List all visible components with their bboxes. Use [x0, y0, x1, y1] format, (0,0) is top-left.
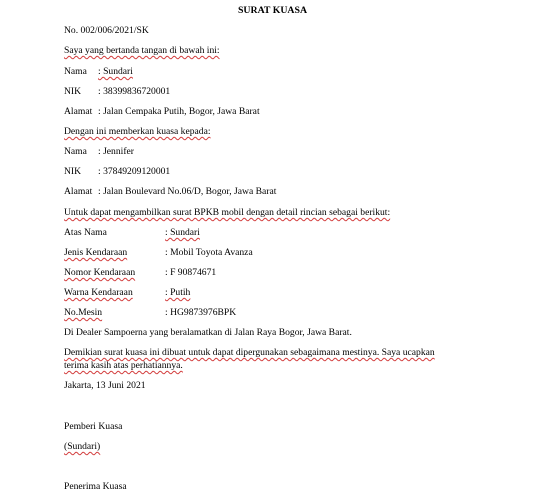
receiver-address-value: : Jalan Boulevard No.06/D, Bogor, Jawa Barat	[98, 186, 277, 197]
receiver-address-row	[64, 186, 276, 198]
giver-name-label: Nama	[64, 66, 87, 77]
vehicle-color-value: : Putih	[165, 287, 191, 298]
vehicle-type-row	[64, 247, 253, 259]
giver-name-row	[64, 66, 133, 78]
signature-giver-name: (Sundari)	[64, 441, 101, 452]
signature-receiver-label: Penerima Kuasa	[64, 481, 127, 492]
vehicle-color-row	[64, 287, 190, 299]
vehicle-engine-row	[64, 307, 236, 319]
document-title: SURAT KUASA	[237, 5, 308, 16]
giver-nik-row	[64, 86, 170, 98]
vehicle-type-label: Jenis Kendaraan	[64, 247, 128, 258]
receiver-nik-row	[64, 166, 170, 178]
purpose-line: Untuk dapat mengambilkan surat BPKB mobil dengan detail rincian sebagai berikut:	[64, 207, 391, 218]
vehicle-color-label: Warna Kendaraan	[64, 287, 133, 298]
giver-nik-label: NIK	[64, 86, 82, 97]
receiver-nik-label: NIK	[64, 166, 82, 177]
receiver-name-row	[64, 146, 134, 158]
vehicle-plate-label: Nomor Kendaraan	[64, 267, 136, 278]
giver-name-value: : Sundari	[98, 66, 133, 77]
vehicle-owner-row	[64, 227, 200, 239]
giver-address-row	[64, 106, 260, 118]
grant-line: Dengan ini memberkan kuasa kepada:	[64, 126, 211, 137]
vehicle-engine-label: No.Mesin	[64, 307, 103, 318]
vehicle-plate-value: : F 90874671	[165, 267, 217, 278]
letter-number: No. 002/006/2021/SK	[64, 25, 149, 36]
vehicle-owner-label: Atas Nama	[64, 227, 107, 238]
closing-line-2: terima kasih atas perhatiannya.	[64, 360, 183, 371]
place-date: Jakarta, 13 Juni 2021	[64, 380, 146, 391]
vehicle-engine-value: : HG9873976BPK	[165, 307, 237, 318]
signature-giver-label: Pemberi Kuasa	[64, 421, 123, 432]
giver-address-value: : Jalan Cempaka Putih, Bogor, Jawa Barat	[98, 106, 260, 117]
vehicle-owner-value: : Sundari	[165, 227, 200, 238]
giver-nik-value: : 38399836720001	[98, 86, 171, 97]
receiver-name-value: : Jennifer	[98, 146, 134, 157]
giver-address-label: Alamat	[64, 106, 93, 117]
dealer-line: Di Dealer Sampoerna yang beralamatkan di Jalan Raya Bogor, Jawa Barat.	[64, 327, 352, 338]
receiver-nik-value: : 37849209120001	[98, 166, 171, 177]
closing-line-1: Demikian surat kuasa ini dibuat untuk dapat dipergunakan sebagaimana mestinya. Saya ucapkan	[64, 347, 435, 358]
receiver-address-label: Alamat	[64, 186, 93, 197]
vehicle-plate-row	[64, 267, 216, 279]
receiver-name-label: Nama	[64, 146, 87, 157]
vehicle-type-value: : Mobil Toyota Avanza	[165, 247, 253, 258]
intro-line: Saya yang bertanda tangan di bawah ini:	[64, 45, 220, 56]
